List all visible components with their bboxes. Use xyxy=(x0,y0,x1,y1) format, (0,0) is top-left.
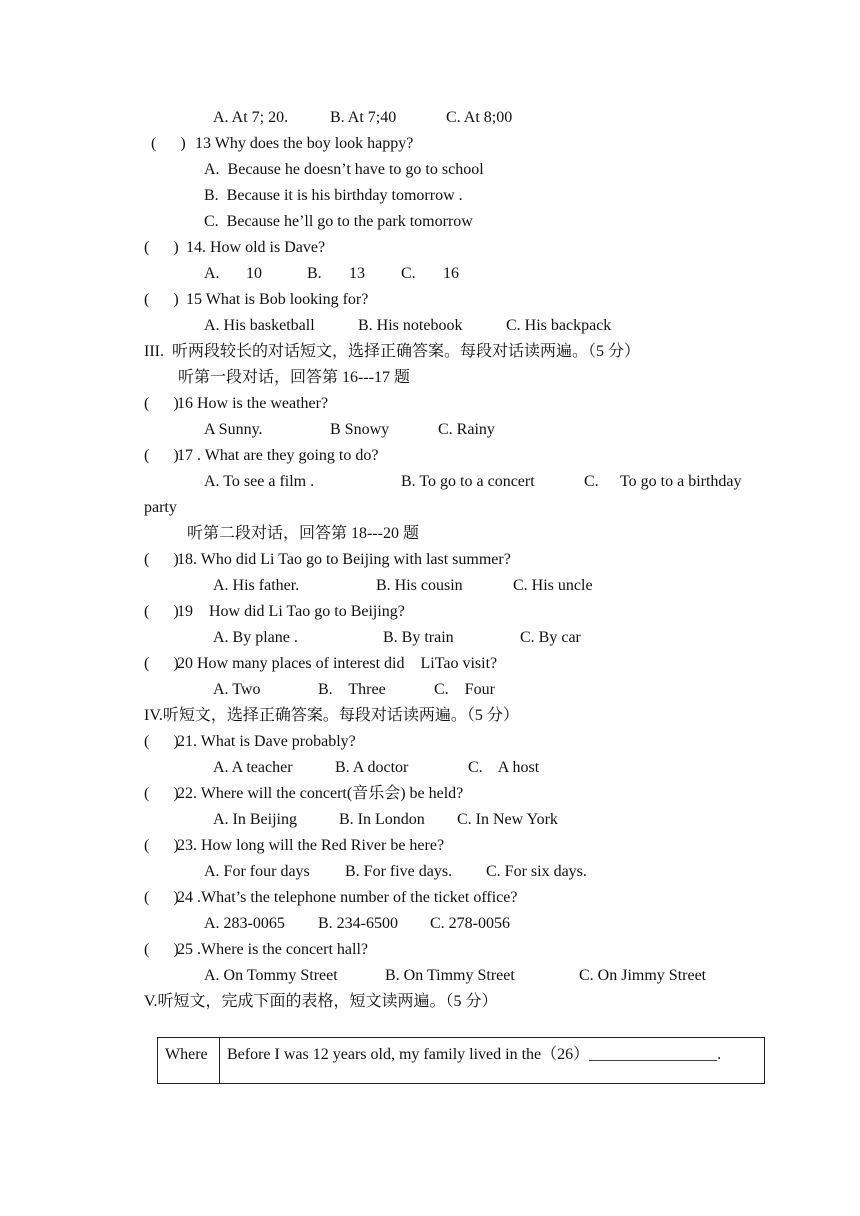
q25-option-c: C. On Jimmy Street xyxy=(579,967,707,984)
q19-question: 19 How did Li Tao go to Beijing? xyxy=(177,603,405,620)
q17-option-c-label: C. xyxy=(584,473,599,490)
q19-option-a: A. By plane . xyxy=(213,629,298,646)
q14-option-a-label: A. xyxy=(204,265,220,282)
q14-question: 14. How old is Dave? xyxy=(186,239,326,256)
q23-option-b: B. For five days. xyxy=(345,863,453,880)
q23-answer-blank: ( ) xyxy=(144,837,179,854)
section-5-heading: V.听短文，完成下面的表格，短文读两遍。（5 分） xyxy=(144,993,498,1010)
q12-option-a: A. At 7; 20. xyxy=(213,109,289,126)
q16-option-a: A Sunny. xyxy=(204,421,263,438)
q22-option-c: C. In New York xyxy=(457,811,558,828)
q18-answer-blank: ( ) xyxy=(144,551,179,568)
q15-option-c: C. His backpack xyxy=(506,317,612,334)
q24-option-c: C. 278-0056 xyxy=(430,915,510,932)
q17-option-a: A. To see a film . xyxy=(204,473,315,490)
q21-question: 21. What is Dave probably? xyxy=(177,733,356,750)
q17-option-c-wrap: party xyxy=(144,499,177,516)
q23-question: 23. How long will the Red River be here? xyxy=(177,837,445,854)
q14-option-b-value: 13 xyxy=(349,265,365,282)
section-3-dialog-2-note: 听第二段对话，回答第 18---20 题 xyxy=(187,525,419,542)
q17-option-c-text: To go to a birthday xyxy=(620,473,742,490)
q25-answer-blank: ( ) xyxy=(144,941,179,958)
section-3-dialog-1-note: 听第一段对话，回答第 16---17 题 xyxy=(178,369,410,386)
q13-question: 13 Why does the boy look happy? xyxy=(195,135,414,152)
q17-option-b: B. To go to a concert xyxy=(401,473,535,490)
q17-question: 17 . What are they going to do? xyxy=(177,447,379,464)
q21-option-b: B. A doctor xyxy=(335,759,409,776)
q18-question: 18. Who did Li Tao go to Beijing with last summer? xyxy=(177,551,511,568)
q13-answer-blank: ( ) xyxy=(151,135,186,152)
q20-option-a: A. Two xyxy=(213,681,261,698)
q24-option-b: B. 234-6500 xyxy=(318,915,398,932)
q16-option-b: B Snowy xyxy=(330,421,390,438)
fill-in-table xyxy=(157,1037,765,1084)
q23-option-a: A. For four days xyxy=(204,863,310,880)
section-4-heading: IV.听短文，选择正确答案。每段对话读两遍。（5 分） xyxy=(144,707,519,724)
q18-option-a: A. His father. xyxy=(213,577,300,594)
q25-option-a: A. On Tommy Street xyxy=(204,967,338,984)
q25-question: 25 .Where is the concert hall? xyxy=(177,941,369,958)
q16-option-c: C. Rainy xyxy=(438,421,495,438)
table-header-where: Where xyxy=(158,1038,220,1084)
q13-option-b: B. Because it is his birthday tomorrow . xyxy=(204,187,463,204)
q17-answer-blank: ( ) xyxy=(144,447,179,464)
section-3-heading: III. 听两段较长的对话短文，选择正确答案。每段对话读两遍。（5 分） xyxy=(144,343,640,360)
q16-answer-blank: ( ) xyxy=(144,395,179,412)
q20-answer-blank: ( ) xyxy=(144,655,179,672)
q14-option-b-label: B. xyxy=(307,265,322,282)
q13-option-a: A. Because he doesn’t have to go to school xyxy=(204,161,484,178)
q24-option-a: A. 283-0065 xyxy=(204,915,285,932)
q21-answer-blank: ( ) xyxy=(144,733,179,750)
q15-question: 15 What is Bob looking for? xyxy=(186,291,369,308)
q14-option-c-value: 16 xyxy=(443,265,459,282)
q18-option-c: C. His uncle xyxy=(513,577,593,594)
q22-answer-blank: ( ) xyxy=(144,785,179,802)
q21-option-a: A. A teacher xyxy=(213,759,293,776)
q20-question: 20 How many places of interest did LiTao visit? xyxy=(177,655,498,672)
q12-option-b: B. At 7;40 xyxy=(330,109,397,126)
q24-answer-blank: ( ) xyxy=(144,889,179,906)
q12-option-c: C. At 8;00 xyxy=(446,109,513,126)
q18-option-b: B. His cousin xyxy=(376,577,463,594)
q24-question: 24 .What’s the telephone number of the ticket office? xyxy=(177,889,518,906)
q25-option-b: B. On Timmy Street xyxy=(385,967,515,984)
table-row xyxy=(158,1038,765,1084)
q21-option-c: C. A host xyxy=(468,759,540,776)
q14-answer-blank: ( ) xyxy=(144,239,179,256)
q14-option-c-label: C. xyxy=(401,265,416,282)
q15-option-a: A. His basketball xyxy=(204,317,315,334)
q19-option-b: B. By train xyxy=(383,629,454,646)
q19-option-c: C. By car xyxy=(520,629,581,646)
q20-option-b: B. Three xyxy=(318,681,386,698)
q19-answer-blank: ( ) xyxy=(144,603,179,620)
q20-option-c: C. Four xyxy=(434,681,495,698)
q23-option-c: C. For six days. xyxy=(486,863,587,880)
q15-option-b: B. His notebook xyxy=(358,317,463,334)
q14-option-a-value: 10 xyxy=(246,265,262,282)
q16-question: 16 How is the weather? xyxy=(177,395,329,412)
q22-option-a: A. In Beijing xyxy=(213,811,297,828)
q13-option-c: C. Because he’ll go to the park tomorrow xyxy=(204,213,473,230)
q22-question: 22. Where will the concert(音乐会) be held? xyxy=(177,785,464,802)
q15-answer-blank: ( ) xyxy=(144,291,179,308)
q22-option-b: B. In London xyxy=(339,811,425,828)
table-cell-26: Before I was 12 years old, my family lived in the（26）________________. xyxy=(220,1038,765,1084)
